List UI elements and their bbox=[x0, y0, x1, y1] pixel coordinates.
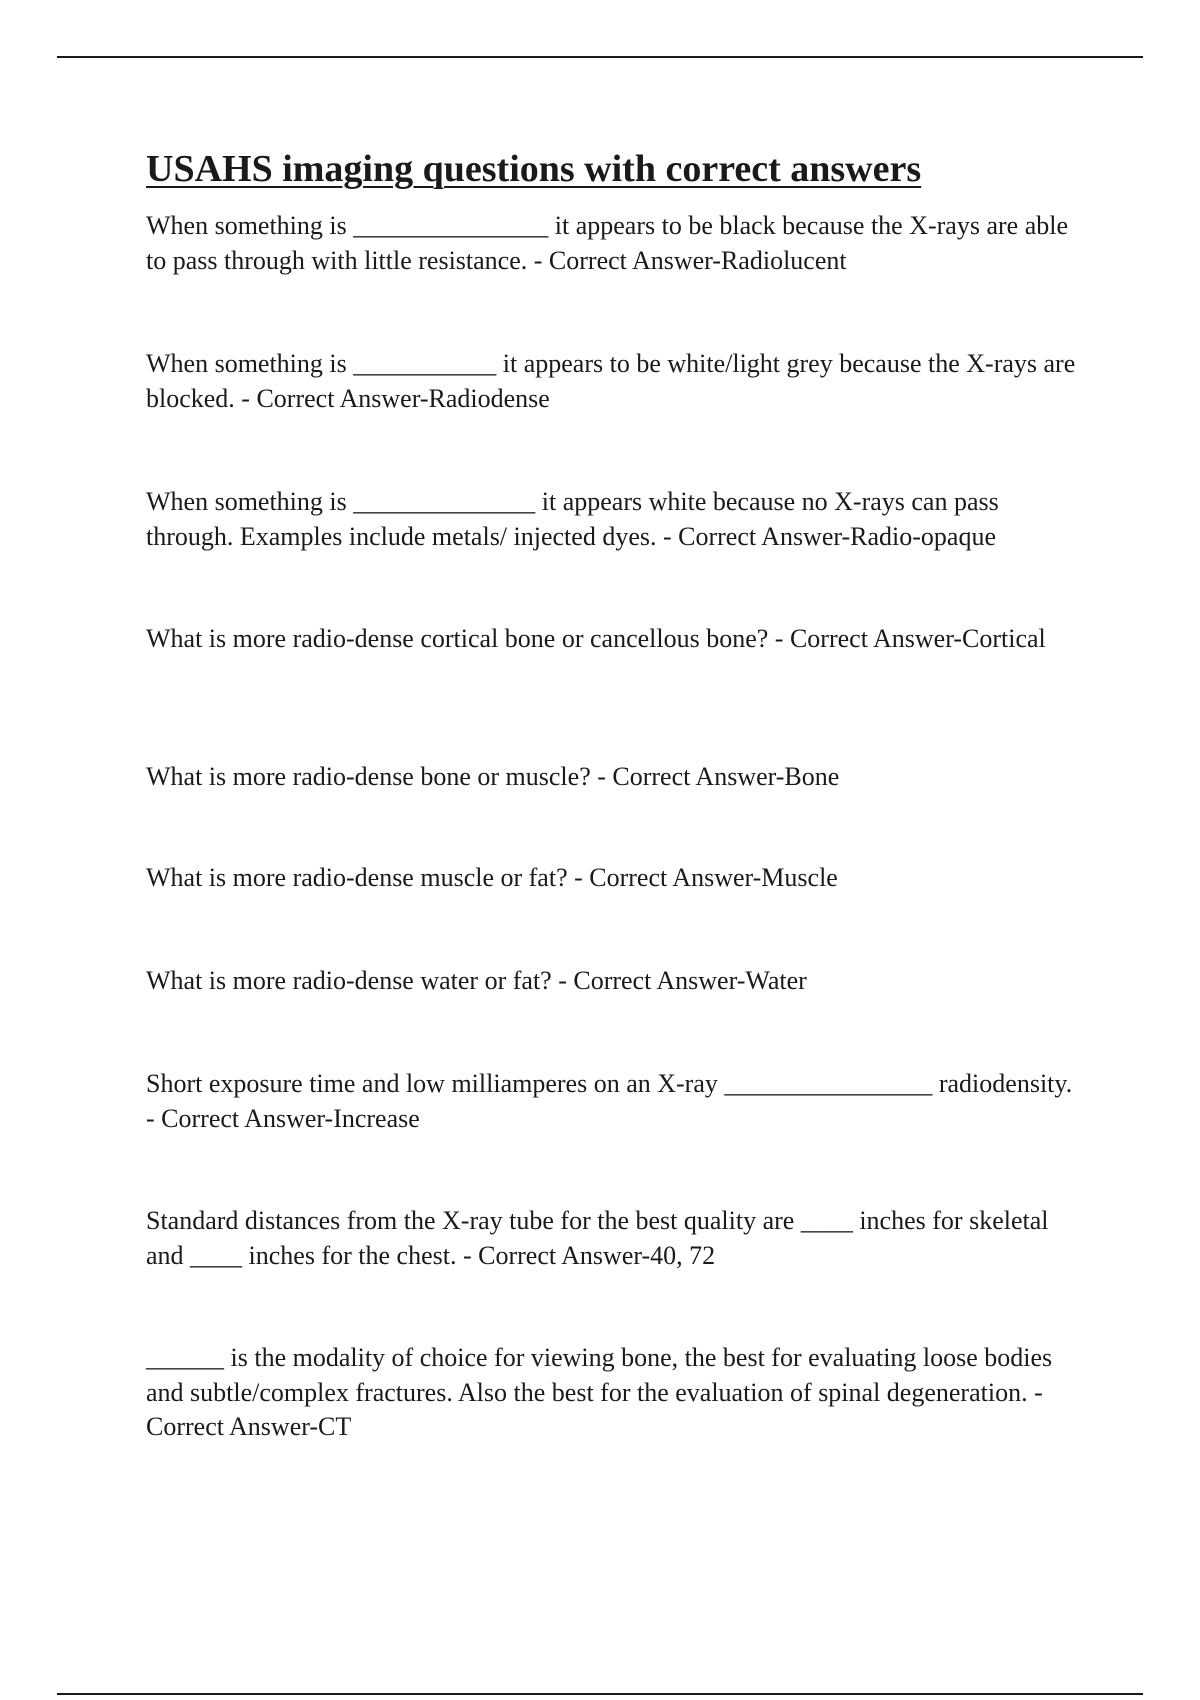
qa-item-3: When something is ______________ it appears white because no X-rays can pass through. Examples include metals/ injected dyes. - Correct Answer-Radio-opaque bbox=[146, 487, 999, 551]
qa-item-2: When something is ___________ it appears to be white/light grey because the X-rays are blocked. - Correct Answer-Radiodense bbox=[146, 349, 1076, 413]
bottom-rule bbox=[57, 1693, 1143, 1695]
qa-item-9: Standard distances from the X-ray tube for the best quality are ____ inches for skeletal and ____ inches for the chest. - Correct Answer-40, 72 bbox=[146, 1206, 1049, 1270]
document-body bbox=[146, 142, 1086, 1441]
qa-item-1: When something is _______________ it appears to be black because the X-rays are able to pass through with little resistance. - Correct Answer-Radiolucent bbox=[146, 211, 1068, 275]
qa-item-5: What is more radio-dense bone or muscle? - Correct Answer-Bone bbox=[146, 762, 840, 791]
qa-item-6: What is more radio-dense muscle or fat? - Correct Answer-Muscle bbox=[146, 863, 838, 892]
qa-item-7: What is more radio-dense water or fat? - Correct Answer-Water bbox=[146, 966, 807, 995]
qa-item-10: ______ is the modality of choice for viewing bone, the best for evaluating loose bodies and subtle/complex fractures. Also the best for the evaluation of spinal degeneration. - Correct Answer-CT bbox=[146, 1343, 1053, 1441]
qa-item-4: What is more radio-dense cortical bone or cancellous bone? - Correct Answer-Cortical bbox=[146, 624, 1046, 653]
document-title: USAHS imaging questions with correct answers bbox=[146, 148, 922, 190]
top-rule bbox=[57, 56, 1143, 58]
qa-item-8: Short exposure time and low milliamperes on an X-ray ________________ radiodensity. - Correct Answer-Increase bbox=[146, 1069, 1073, 1133]
